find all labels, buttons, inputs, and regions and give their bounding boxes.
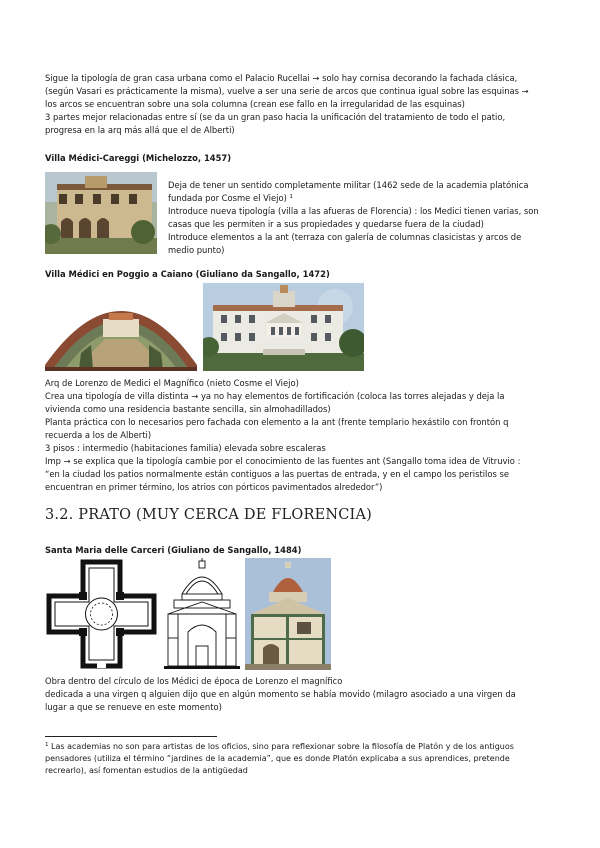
careggi-line-2 [168,192,293,204]
poggio-line-1: Arq de Lorenzo de Medici el Magnífico (nieto Cosme el Viejo) [45,378,299,388]
carceri-title: Santa Maria delle Carceri (Giuliano de Sangallo, 1484) [45,545,302,555]
careggi-line-6: medio punto) [168,245,225,255]
section-heading: 3.2. PRATO (MUY CERCA DE FLORENCIA) [45,507,373,523]
footnote-line-1-text: Las academias no son para artistas de los oficios, sino para reflexionar sobre la filosofía de Platón y de los antiguos [51,742,514,751]
poggio-line-3: vivienda como una residencia bastante sencilla, sin almohadillados) [45,404,331,414]
intro-line-4: 3 partes mejor relacionadas entre sí (se da un gran paso hacia la unificación del tratamiento de todo el patio, [45,112,506,122]
careggi-line-1: Deja de tener un sentido completamente militar (1462 sede de la academia platónica [168,180,529,190]
footnote-ref[interactable]: 1 [289,194,294,200]
poggio-title: Villa Médici en Poggio a Caiano (Giuliano da Sangallo, 1472) [45,269,330,279]
intro-line-3: los arcos se encuentran sobre una sola columna (crean ese fallo en la irregularidad de las esquinas) [45,99,465,109]
footnote-line-2: pensadores (utiliza el término “jardines de la academia”, que es donde Platón explicaba a sus aprendices, pretende [45,754,510,763]
careggi-line-2-text: fundada por Cosme el Viejo) [168,193,287,203]
intro-line-1: Sigue la tipología de gran casa urbana como el Palacio Rucellai → solo hay cornisa decorando la fachada clásica, [45,73,518,83]
intro-line-5: progresa en la arq más allá que el de Alberti) [45,125,235,135]
poggio-lunette-painting [45,283,197,371]
carceri-line-3: lugar a que se renueve en este momento) [45,702,222,712]
carceri-line-2: dedicada a una virgen q alguien dijo que en algún momento se había movido (milagro asociado a una virgen da [45,689,516,699]
careggi-line-4: casas que les permiten ir a sus propiedades y quedarse fuera de la ciudad) [168,219,484,229]
poggio-line-4: Planta práctica con lo necesarios pero fachada con elemento a la ant (frente templario hexástilo con frontón q [45,417,509,427]
careggi-title: Villa Médici-Careggi (Michelozzo, 1457) [45,153,232,163]
carceri-line-1: Obra dentro del círculo de los Médici de época de Lorenzo el magnífico [45,676,343,686]
carceri-section-drawing [164,558,240,670]
footnote-marker: 1 [45,742,49,748]
poggio-line-2: Crea una tipología de villa distinta → ya no hay elementos de fortificación (coloca las torres alejadas y deja la [45,391,505,401]
intro-line-2: (según Vasari es prácticamente la misma), vuelve a ser una serie de arcos que continua igual sobre las esquinas → [45,86,529,96]
poggio-line-8: “en la ciudad los patios normalmente están contiguos a las puertas de entrada, y en el campo los peristilos se [45,469,510,479]
footnote-line-1 [45,741,514,753]
carceri-floor-plan [45,558,158,670]
poggio-line-7: Imp → se explica que la tipología cambie por el conocimiento de las fuentes ant (Sangallo toma idea de Vitruvio : [45,456,521,466]
poggio-line-9: encuentran en primer término, los atrios con pórticos pavimentados alrededor”) [45,482,383,492]
careggi-line-5: Introduce elementos a la ant (terraza con galería de columnas clasicistas y arcos de [168,232,522,242]
poggio-line-6: 3 pisos : intermedio (habitaciones familia) elevada sobre escaleras [45,443,326,453]
footnote-line-3: recrearlo), así fomentan estudios de la antigüedad [45,766,248,775]
poggio-villa-photo [203,283,364,371]
careggi-villa-photo [45,172,157,254]
footnote-separator [45,736,217,737]
poggio-line-5: recuerda a los de Alberti) [45,430,152,440]
carceri-church-photo [245,558,331,670]
careggi-line-3: Introduce nueva tipología (villa a las afueras de Florencia) : los Medici tienen varias, son [168,206,539,216]
